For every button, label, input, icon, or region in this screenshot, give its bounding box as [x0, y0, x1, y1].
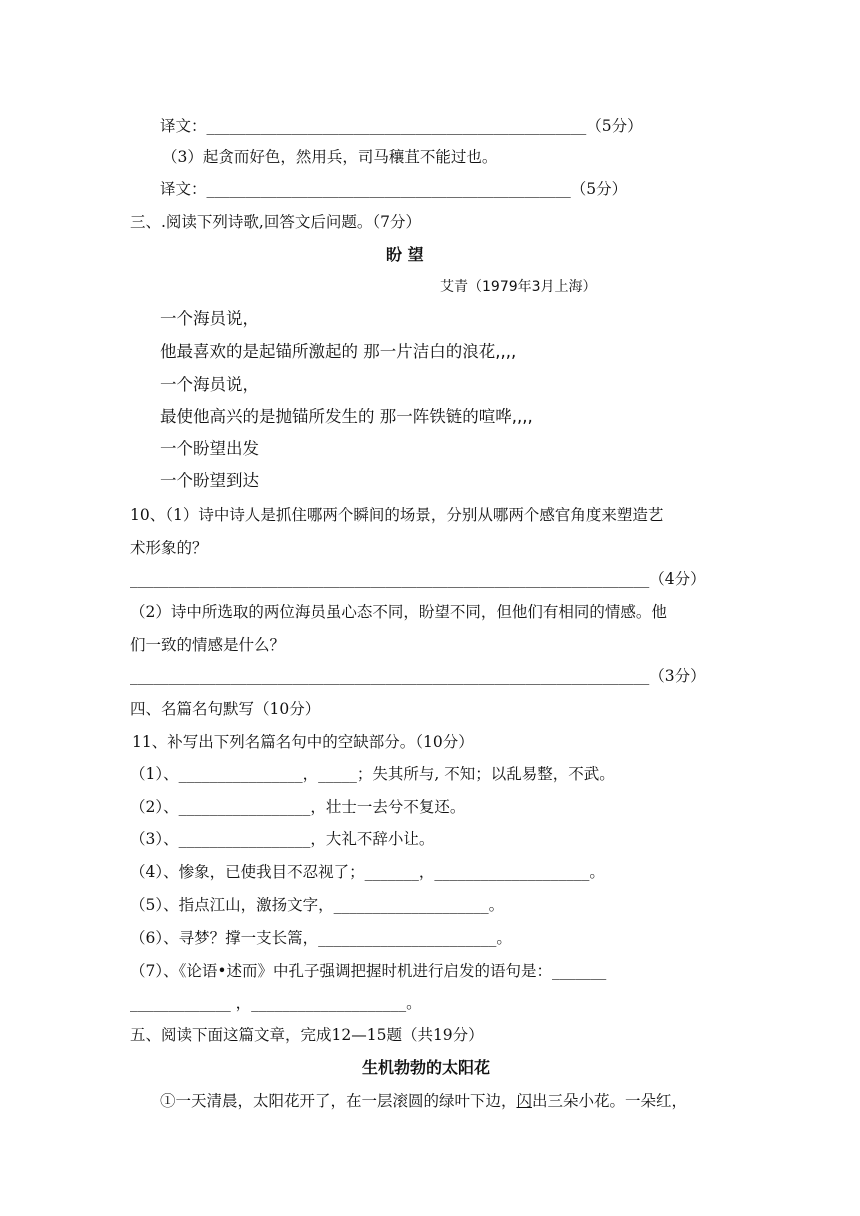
question-10-1-cont: 术形象的？	[130, 539, 208, 557]
poem-line: 一个盼望出发	[160, 439, 259, 458]
fill-item-cont: _____________ ，____________________。	[130, 994, 422, 1012]
underlined-word: 闪	[516, 1092, 533, 1110]
fill-item: （7）、《论语•述而》中孔子强调把握时机进行启发的语句是：_______	[130, 962, 607, 980]
section-5-heading: 五、阅读下面这篇文章，完成12—15题（共19分）	[130, 1026, 484, 1044]
answer-blank: ___________________________________________________________________	[130, 667, 650, 685]
article-title: 生机勃勃的太阳花	[362, 1058, 491, 1077]
score: （4分）	[649, 570, 706, 588]
translation-2-line	[160, 115, 643, 137]
paragraph-text: ①一天清晨，太阳花开了，在一层滚圆的绿叶下边，	[160, 1092, 517, 1110]
question-10-2-cont: 们一致的情感是什么？	[130, 636, 286, 654]
fill-item: （1）、________________，_____；失其所与, 不知；以乱易整，不武。	[130, 765, 615, 783]
score: （5分）	[570, 180, 628, 198]
score: （3分）	[649, 667, 706, 685]
section-4-heading: 四、名篇名句默写（10分）	[130, 700, 321, 718]
translation-3-line	[160, 178, 627, 200]
question-10-1: 10、（1）诗中诗人是抓住哪两个瞬间的场景，分别从哪两个感官角度来塑造艺	[130, 506, 664, 524]
poem-line: 一个海员说，	[160, 375, 259, 394]
question-11: 11、补写出下列名篇名句中的空缺部分。（10分）	[132, 733, 474, 751]
score: （5分）	[586, 117, 643, 135]
paragraph-text: 出三朵小花。一朵红，	[532, 1092, 688, 1110]
poem-line: 他最喜欢的是起锚所激起的 那一片洁白的浪花,,,,	[160, 342, 517, 361]
fill-item: （5）、指点江山，激扬文字，____________________。	[130, 896, 505, 914]
poem-line: 一个盼望到达	[160, 471, 259, 490]
answer-blank: _________________________________________________	[206, 117, 587, 135]
sentence-3: （3）起贪而好色，然用兵，司马穰苴不能过也。	[162, 148, 498, 166]
fill-item: （2）、_________________，壮士一去兮不复还。	[130, 798, 466, 816]
poem-author: 艾青（1979年3月上海）	[440, 279, 597, 295]
fill-item: （3）、_________________，大礼不辞小让。	[130, 830, 435, 848]
poem-line: 一个海员说，	[160, 309, 259, 328]
question-10-2: （2）诗中所选取的两位海员虽心态不同，盼望不同，但他们有相同的情感。他	[130, 603, 667, 621]
fill-item: （4）、惨象，已使我目不忍视了；_______，____________________。	[130, 863, 605, 881]
section-3-heading: 三、.阅读下列诗歌,回答文后问题。（7分）	[130, 213, 421, 231]
fill-item: （6）、寻梦？撑一支长篙，_______________________。	[130, 929, 512, 947]
answer-line-10-1	[130, 568, 706, 590]
poem-title: 盼 望	[386, 245, 424, 264]
answer-line-10-2	[130, 665, 706, 687]
article-paragraph-1	[160, 1090, 687, 1112]
translation-label: 译文：	[160, 180, 207, 198]
answer-blank: _______________________________________________	[206, 180, 571, 198]
translation-label: 译文：	[160, 117, 207, 135]
answer-blank: ___________________________________________________________________	[130, 570, 650, 588]
poem-line: 最使他高兴的是抛锚所发生的 那一阵铁链的喧哗,,,,	[160, 407, 533, 426]
